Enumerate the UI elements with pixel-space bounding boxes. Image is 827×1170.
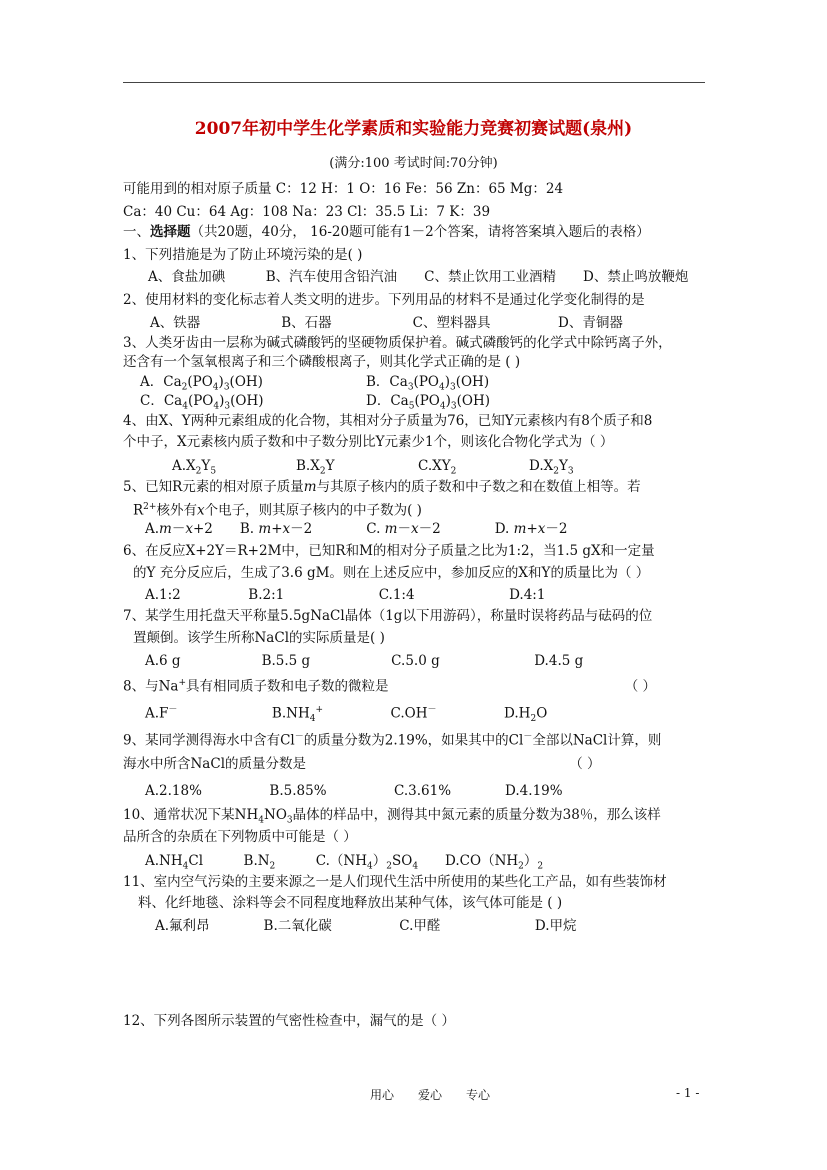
text-line: $A.X_2Y_5$ [172, 458, 217, 477]
text-line: A.m－x+2 B. m+x－2 C. m－x－2 D. m+x－2 [145, 521, 568, 537]
exam-info: (满分:100 考试时间:70分钟) [329, 156, 498, 171]
text-line: 11、室内空气污染的主要来源之一是人们现代生活中所使用的某些化工产品，如有些装饰材 [123, 874, 667, 890]
text-line: 2、使用材料的变化标志着人类文明的进步。下列用品的材料不是通过化学变化制得的是 [123, 292, 645, 308]
text-line: A.1:2 B.2:1 C.1:4 D.4:1 [145, 587, 546, 603]
text-line: 7、某学生用托盘天平称量5.5gNaCl晶体（1g以下用游码），称量时误将药品与砝码的位 [123, 608, 653, 624]
text-line: 10、通常状况下某$NH_4NO_3$晶体的样品中，测得其中氮元素的质量分数为38％，那么该样 [123, 807, 661, 826]
text-line: Ca：40 Cu：64 Ag：108 Na：23 Cl：35.5 Li：7 K：39 [123, 204, 491, 220]
text-line: A、食盐加碘 B、汽车使用含铅汽油 C、禁止饮用工业酒精 D、禁止鸣放鞭炮 [148, 269, 689, 285]
text-line: $R^{2+}$核外有x个电子，则其原子核内的中子数为( ) [133, 502, 422, 519]
text-line: A．$Ca_2(PO_4)_3(OH)$ [140, 374, 263, 393]
text-line: 4、由X、Y两种元素组成的化合物，其相对分子质量为76，已知Y元素核内有8个质子和8 [123, 413, 653, 429]
text-line: 3、人类牙齿由一层称为碱式磷酸钙的坚硬物质保护着。碱式磷酸钙的化学式中除钙离子外， [123, 335, 672, 351]
text-line: A、铁器 B、石器 C、塑料器具 D、青铜器 [150, 315, 623, 331]
text-line: A.2.18% B.5.85% C.3.61% D.4.19% [145, 783, 563, 799]
text-line: $B.X_2Y$ [296, 458, 335, 477]
text-line: 还含有一个氢氧根离子和三个磷酸根离子，则其化学式正确的是 ( ) [123, 354, 521, 370]
text-line: 8、与Na+具有相同质子数和电子数的微粒是 （ ） [123, 678, 657, 695]
text-line: A.6 g B.5.5 g C.5.0 g D.4.5 g [145, 653, 584, 669]
text-line: 一、选择题（共20题，40分， 16-20题可能有1－2个答案，请将答案填入题后的表格） [123, 224, 650, 240]
header-rule [123, 82, 705, 83]
text-line: 9、某同学测得海水中含有Cl－的质量分数为2.19%，如果其中的Cl－全部以NaCl计算，则 [123, 732, 662, 749]
text-line: 可能用到的相对原子质量 C：12 H：1 O：16 Fe：56 Zn：65 Mg：24 [123, 181, 564, 197]
page-title: 2007年初中学生化学素质和实验能力竞赛初赛试题(泉州) [194, 119, 633, 139]
text-line: D．$Ca_5(PO_4)_3(OH)$ [366, 393, 490, 412]
text-line: C．$Ca_4(PO_4)_3(OH)$ [140, 393, 264, 412]
text-line: A.氟利昂 B.二氧化碳 C.甲醛 D.甲烷 [155, 918, 577, 934]
text-line: $D.X_2Y_3$ [529, 458, 574, 477]
text-line: $A.NH_4Cl$ $B.N_2$ $C.(NH_4)_2SO_4$ $D.CO(NH_2)_2$ [145, 853, 544, 872]
text-line: 12、下列各图所示装置的气密性检查中，漏气的是（ ） [123, 1013, 455, 1029]
text-line: 品所含的杂质在下列物质中可能是（ ） [123, 829, 357, 845]
page-number: - 1 - [676, 1086, 700, 1100]
text-line: B．$Ca_3(PO_4)_3(OH)$ [366, 374, 490, 393]
text-line: 5、已知R元素的相对原子质量m与其原子核内的质子数和中子数之和在数值上相等。若 [123, 479, 641, 495]
text-line: $C.XY_2$ [418, 458, 457, 477]
text-line: 的Y 充分反应后，生成了3.6 gM。则在上述反应中，参加反应的X和Y的质量比为（ ） [133, 565, 650, 581]
text-line: A.F－ $B.NH_4^+$ C.OH－ $D.H_2O$ [145, 705, 548, 725]
text-line: 个中子，X元素核内质子数和中子数分别比Y元素少1个，则该化合物化学式为（ ） [123, 434, 614, 450]
text-line: 料、化纤地毯、涂料等会不同程度地释放出某种气体，该气体可能是 ( ) [138, 895, 563, 911]
footer-motto: 用心 爱心 专心 [370, 1088, 491, 1102]
text-line: 海水中所含NaCl的质量分数是 （ ） [123, 756, 601, 772]
text-line: 6、在反应X+2Y＝R+2M中，已知R和M的相对分子质量之比为1:2，当1.5 gX和一定量 [123, 543, 655, 559]
text-line: 置颠倒。该学生所称NaCl的实际质量是( ) [133, 630, 385, 646]
text-line: 1、下列措施是为了防止环境污染的是( ) [123, 247, 363, 263]
